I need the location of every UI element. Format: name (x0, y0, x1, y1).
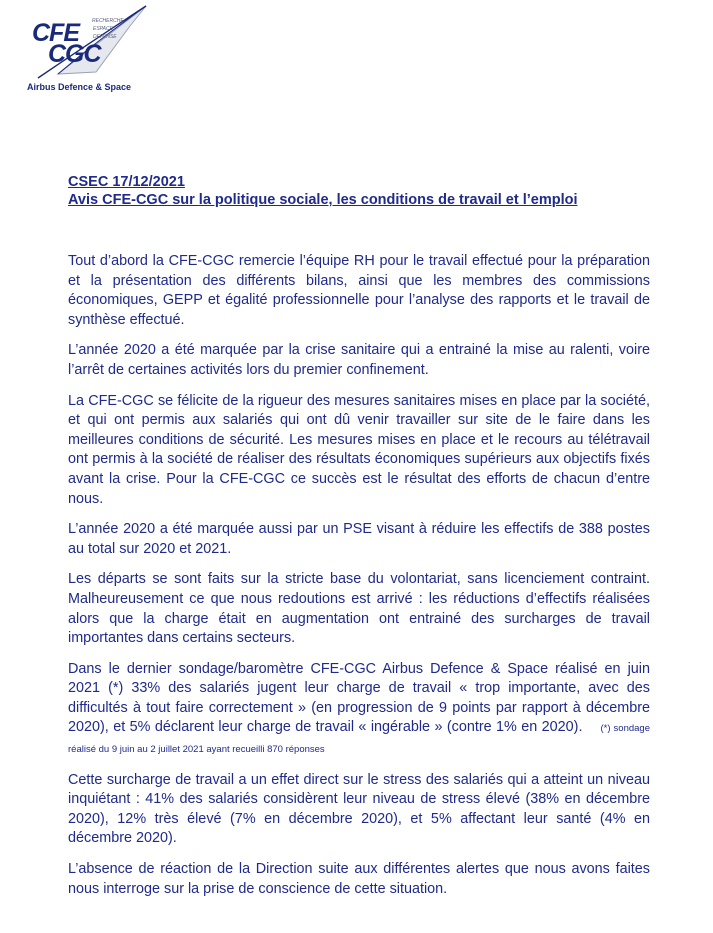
logo-subtitle: Airbus Defence & Space (27, 82, 132, 92)
paragraph: Cette surcharge de travail a un effet direct sur le stress des salariés qui a atteint un niveau inquiétant : 41% des salariés considèrent leur niveau de stress élevé (38% en décembre 2020), 12% très élevé (7% en décembre 2020), et 5% affectant leur santé (4% en décembre 2020). (68, 771, 650, 847)
paragraph: Les départs se sont faits sur la stricte base du volontariat, sans licenciement contraint. Malheureusement ce que nous redoutions est arrivé : les réductions d’effectifs réalisées alors que la charge était en augmentation ont entrainé des surcharges de travail importantes dans certains secteurs. (68, 571, 650, 647)
footnote: (*) sondage réalisé du 9 juin au 2 juillet 2021 ayant recueilli 870 réponses (68, 723, 650, 756)
logo-text-cgc: CGC (48, 40, 101, 68)
meeting-date: CSEC 17/12/2021 (68, 174, 185, 190)
svg-text:ESPACE: ESPACE (93, 26, 113, 32)
svg-text:RECHERCHE: RECHERCHE (92, 18, 124, 24)
logo-text-cfe: CFE (32, 19, 79, 47)
document-title: Avis CFE-CGC sur la politique sociale, les conditions de travail et l’emploi (68, 192, 578, 208)
paragraph: Tout d’abord la CFE-CGC remercie l’équipe RH pour le travail effectué pour la préparation et la présentation des différents bilans, ainsi que les membres des commissions économiques, GEPP et égalité professionnelle pour l’analyse des rapports et le travail de synthèse effectué. (68, 253, 650, 328)
survey-text: Dans le dernier sondage/baromètre CFE-CGC Airbus Defence & Space réalisé en juin 2021 (*) 33% des salariés jugent leur charge de travail « trop importante, avec des difficultés à tout faire correctement » (en progression de 9 points par rapport à décembre 2020), et 5% déclarent leur charge de travail « ingérable » (contre 1% en 2020). (68, 660, 650, 736)
survey-paragraph (68, 660, 650, 760)
paragraph: L’absence de réaction de la Direction suite aux différentes alertes que nous avons faites nous interroge sur la prise de conscience de cette situation. (68, 861, 650, 897)
paragraph: La CFE-CGC se félicite de la rigueur des mesures sanitaires mises en place par la société, et qui ont permis aux salariés qui ont dû venir travailler sur site de le faire dans les meilleures conditions de sécurité. Les mesures mises en place et le recours au télétravail ont permis à la société de réaliser des résultats économiques supérieurs aux objectifs fixés avant la crise. Pour la CFE-CGC ce succès est le résultat des efforts de chacun d’entre nous. (68, 392, 650, 507)
svg-text:DEFENSE: DEFENSE (93, 34, 117, 40)
document-body (68, 252, 650, 910)
cfe-cgc-logo (18, 4, 153, 96)
paragraph: L’année 2020 a été marquée aussi par un PSE visant à réduire les effectifs de 388 postes au total sur 2020 et 2021. (68, 521, 650, 557)
paragraph: L’année 2020 a été marquée par la crise sanitaire qui a entrainé la mise au ralenti, voire l’arrêt de certaines activités lors du premier confinement. (68, 342, 650, 378)
document-header (68, 173, 578, 209)
